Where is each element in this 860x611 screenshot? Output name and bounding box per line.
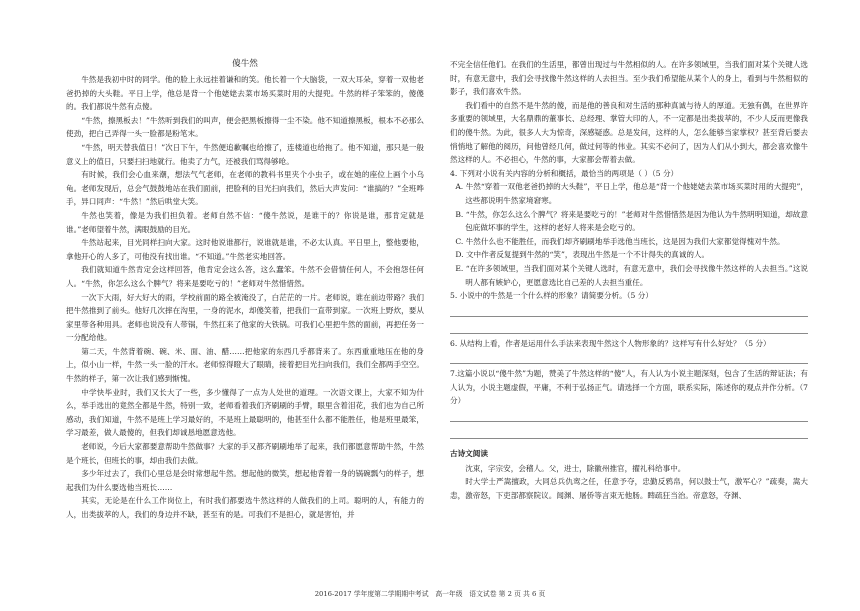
question-6: 6. 从结构上看，作者是运用什么手法来表现牛然这个人物形象的？这样写有什么好处？（5 分） (450, 338, 771, 348)
story-paragraph: 牛然站起来，目光同样扫向大家。这时他说谁都行，说谁就是谁，不必太认真。平日里上，整他要他，拿他开心的人多了，可他没有找出谁。“不知道。”牛然老实地回答。 (66, 238, 424, 261)
story-paragraph: 牛然是我初中时的同学。他的脸上永远挂着谦和的笑。他长着一个大脑袋，一双大耳朵，穿着一双他老爸扔掉的大头鞋。平日上学，他总是背一个他姥姥去菜市场买菜时用的大提兜。牛然的样子笨笨的，傻傻的。我们都说牛然有点傻。 (66, 75, 424, 112)
question-5: 5. 小说中的牛然是一个什么样的形象？请简要分析。（5 分） (450, 291, 653, 301)
question-4-option-c: C. 牛然什么也不能胜任，而我们却齐刷刷地举手选他当班长，这是因为我们大家都觉得愧对牛然。 (455, 236, 785, 246)
story-paragraph: “牛然，擦黑板去！”牛然听到我们的叫声，便会把黑板擦得一尘不染。他不知道擦黑板，根本不必那么使劲，把白己弄得一头一脸都是粉笔末。 (66, 115, 424, 139)
story-paragraph: 多少年过去了，我们心里总是会时常想起牛然。想起他的微笑，想起他背着一身的锅碗瓢勺的样子，想起我们为什么要选他当班长…… (66, 469, 424, 492)
story-paragraph: 中学快毕业时，我们又长大了一些，多少懂得了一点为人处世的道理。一次语文课上，大家不知为什么，举手选出的竟然全都是牛然，特别一致，老师看着我们齐刷刷的手臂，眼里含着泪花，我们也为自己所感动，我们知道，牛然不是班上学习最好的，不是班上最聪明的，他甚至什么都不能胜任，他是班里最笨，学习最差，做人最傻的，但我们却诚恳地愿意选他。 (66, 387, 424, 438)
page-footer: 2016-2017 学年度第二学期期中考试 高一年级 语文试卷 第 2 页 共 6 页 (314, 590, 546, 598)
story-paragraph: 一次下大雨，好大好大的雨，学校前面的路全被淹没了，白茫茫的一片。老师说，谁在前边带路？我们把牛然推到了前头。他好几次摔在沟里，一身的泥水，却傻笑着，把我们一直带到家。一次班上野炊，要从家里带各种用具。老师也说没有人带锅，牛然扛来了他家的大铁锅。可我们心里把牛然的面前，再把任务一一分配给他。 (66, 292, 424, 343)
left-column (66, 58, 424, 522)
question-4-option-a: A. 牛然“穿着一双他老爸扔掉的大头鞋”，平日上学，他总是“背一个他姥姥去菜市场买菜时用的大提兜”，这些都说明牛然家境窘寒。 (455, 182, 808, 205)
story-paragraph: 牛然也笑着，像是为我们担负着。老师自然不信：“傻牛然说，是谁干的？你说是谁，那肯定就是谁。”老师望着牛然，满眼鼓励的目光。 (66, 210, 424, 234)
section-title: 古诗文阅读 (450, 449, 488, 459)
answer-line[interactable] (450, 408, 808, 422)
question-7: 7.这篇小说以“傻牛然”为题，赞美了牛然这样的“傻”人，有人认为小说主题深刻，包含了生活的辩证法；有人认为，小说主题虚假，平庸，不利于弘扬正气。请选择一个方面，联系实际，陈述你的观点并作分析。（7 分） (450, 369, 808, 406)
story-paragraph: 我们看中的自然不是牛然的傻，而是他的善良和对生活的那种真诚与待人的厚道。无独有偶，在世界许多重要的领域里，大名鼎鼎的董事长、总经理、掌管大印的人，不一定都是出类拔萃的，不少人反而更像我们的傻牛然。为此，很多人大为惊奇，深感疑惑。总是发问，这样的人，怎么能够当家掌权？甚至背后要去悄悄地了解他的阅历，问他曾经几何，做过何等的伟业。其实不必问了，因为人们从小到大，都会喜欢像牛然这样的人。不必担心，牛然的事，大家都会帮着去做。 (450, 100, 808, 165)
answer-line[interactable] (450, 350, 808, 364)
story-paragraph: 老师说，今后大家都要意帮助牛然做事？大家的手又都齐刷刷地举了起来，我们都愿意帮助牛然，牛然是个班长，但班长的事，却由我们去做。 (66, 442, 424, 465)
question-4-stem: 4. 下列对小说有关内容的分析和概括，最恰当的两项是（ ）（5 分） (450, 168, 679, 178)
question-4-option-d: D. 文中作者反复提到牛然的“笑”，表现出牛然是一个不计得失的真诚的人。 (455, 250, 710, 260)
story-paragraph: 其实，无论是在什么工作岗位上，有时我们都要选牛然这样的人做我们的上司。聪明的人，有能力的人，出类拔萃的人，我们的身边并不缺，甚至有的是。可我们不是担心，就是害怕，并 (66, 496, 424, 519)
story-paragraph: 有时候，我们会心血来潮，想法气气老师，在老师的教科书里夹个小虫子，或在她的座位上画个小乌龟。老师发现后，总会气鼓鼓地站在我们面前，把脸利的目光扫向我们，然后大声发问：“谁搞的？”全班哗手，异口同声：“牛然！”然后哄堂大笑。 (66, 170, 424, 207)
right-column (450, 58, 808, 502)
question-4-option-b: B. “牛然，你怎么这么个脾气？将来是要吃亏的！”老师对牛然惜惜然是因为他认为牛然明明知道，却故意包庇做坏事的学生，这样的老好人将来是会吃亏的。 (455, 209, 808, 233)
story-paragraph: “牛然，明天替我值日！”次日下午，牛然便追歉嘱也给擦了，连楼道也给拖了。他不知道，那只是一般意义上的值日，只要扫扫地就行。他卖了力气，还被我们骂得够呛。 (66, 142, 424, 166)
classical-paragraph: 时大学士严嵩擅政，大同总兵仇鸾之任，任意予夺，忠勤反鸦帛，何以鼓士气，激军心？”疏奏，嵩大恚，激帝怒，下吏部都察院议。闻渊、屠侨等言束无他肠。睥疏狂当治。帝意怒，夺渊、 (450, 477, 808, 500)
story-paragraph: 第二天，牛然背着碗、碗、米、面、油、醋……把他家的东西几乎都背来了。东西重重地压在他的身上，似小山一样，牛然一头一脸的汗水。老师惊得瞪大了眼睛，接着把目光扫向我们，我们全都两手空空。牛然的样子，第一次让我们感到惭愧。 (66, 346, 424, 384)
answer-line[interactable] (450, 320, 808, 334)
answer-line[interactable] (450, 303, 808, 317)
question-4-option-e: E. “在许多领域里，当我们面对某个关键人选时，有意无意中，我们会寻找像牛然这样的人去担当。”这说明人都有嫉妒心，更愿意选比自己差的人去担当重任。 (455, 263, 808, 287)
answer-line[interactable] (450, 425, 808, 439)
classical-paragraph: 沈束，字宗安，会稽人。父，进士，除徽州推官，擢礼科给事中。 (465, 463, 686, 473)
story-paragraph: 我们就知道牛然肯定会这样回答，他肯定会这么答，这么蠢笨。牛然不会借情任何人，不会抱怨任何人。“牛然，你怎么这么个脾气？将来是要吃亏的！”老师对牛然惜惜然。 (66, 265, 424, 288)
story-title: 傻牛然 (232, 59, 258, 69)
story-paragraph: 不完全信任他们。在我们的生活里，都曾出现过与牛然相似的人。在许多领域里，当我们面对某个关键人选时，有意无意中，我们会寻找像牛然这样的人去担当。至少我们希望能从某个人的身上，看到与牛然相似的影子，我们喜欢牛然。 (450, 60, 808, 97)
